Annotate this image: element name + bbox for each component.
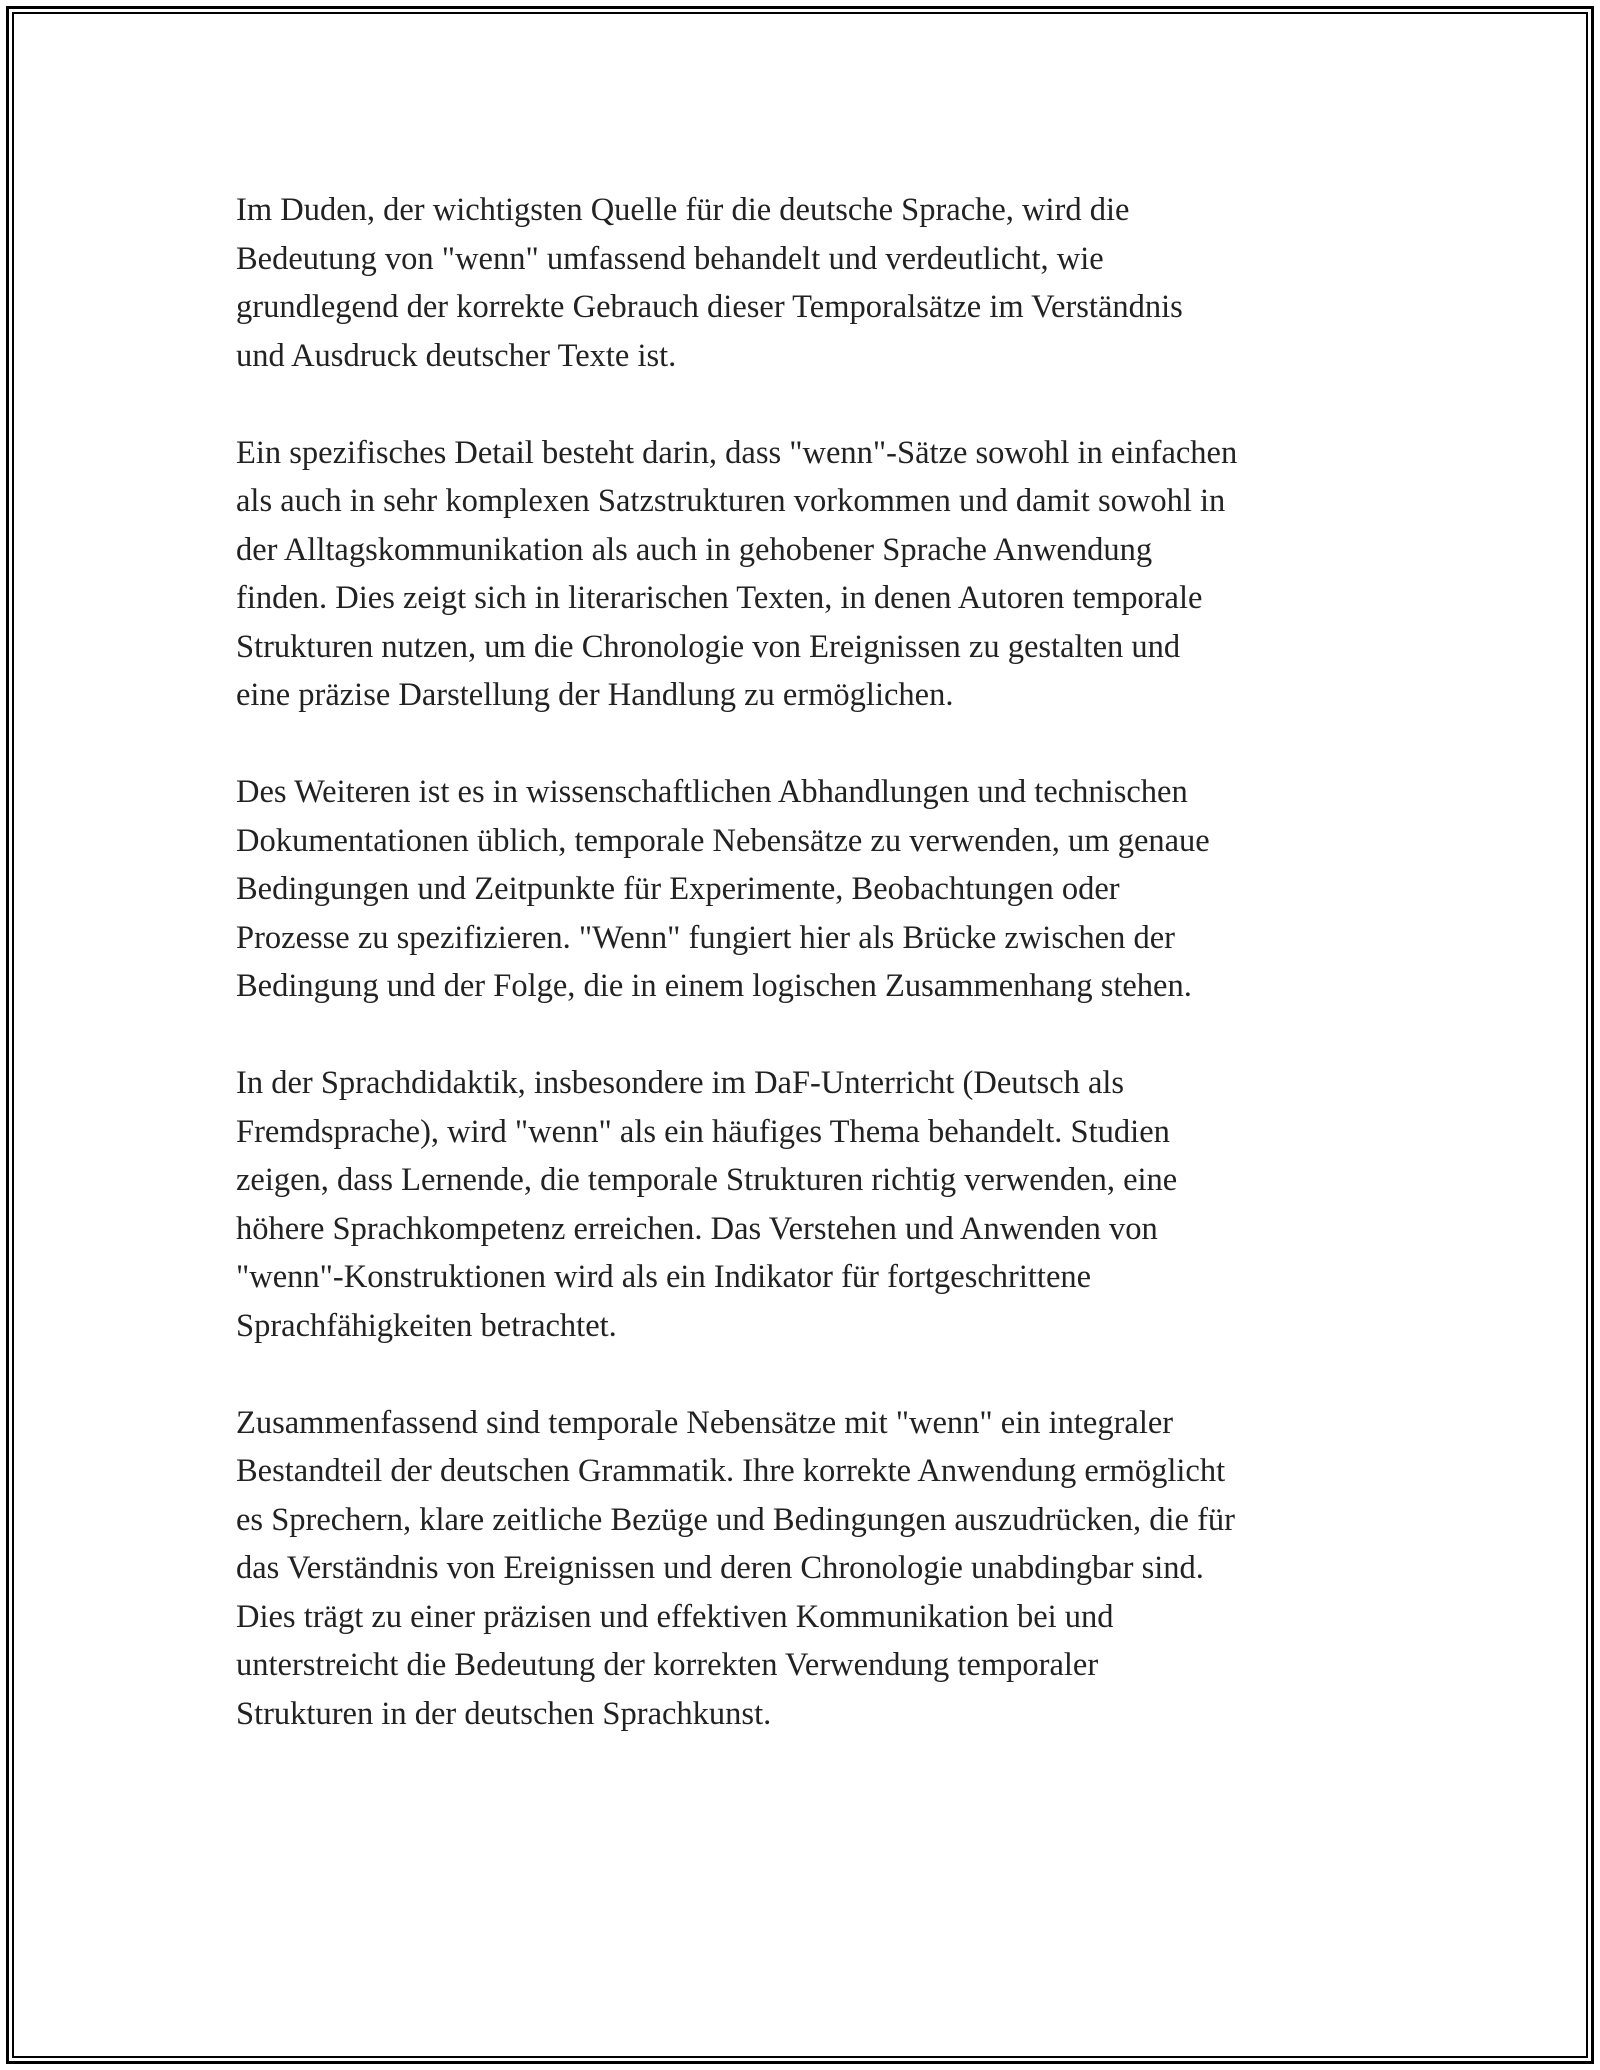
paragraph-2: Ein spezifisches Detail besteht darin, dass "wenn"-Sätze sowohl in einfachen als auch in sehr komplexen Satzstrukturen vorkommen und damit sowohl in der Alltagskommunikation als auch in gehobener Sprache Anwendung finden. Dies zeigt sich in literarischen Texten, in denen Autoren temporale Strukturen nutzen, um die Chronologie von Ereignissen zu gestalten und eine präzise Darstellung der Handlung zu ermöglichen. xyxy=(236,434,1238,713)
document-body xyxy=(236,186,1376,1787)
paragraph-1: Im Duden, der wichtigsten Quelle für die deutsche Sprache, wird die Bedeutung von "wenn" umfassend behandelt und verdeutlicht, wie grundlegend der korrekte Gebrauch dieser Temporalsätze im Verständnis und Ausdruck deutscher Texte ist. xyxy=(236,192,1183,374)
paragraph-4: In der Sprachdidaktik, insbesondere im DaF-Unterricht (Deutsch als Fremdsprache), wird "wenn" als ein häufiges Thema behandelt. Studien zeigen, dass Lernende, die temporale Strukturen richtig verwenden, eine höhere Sprachkompetenz erreichen. Das Verstehen und Anwenden von "wenn"-Konstruktionen wird als ein Indikator für fortgeschrittene Sprachfähigkeiten betrachtet. xyxy=(236,1065,1178,1344)
paragraph-5: Zusammenfassend sind temporale Nebensätze mit "wenn" ein integraler Bestandteil der deutschen Grammatik. Ihre korrekte Anwendung ermöglicht es Sprechern, klare zeitliche Bezüge und Bedingungen auszudrücken, die für das Verständnis von Ereignissen und deren Chronologie unabdingbar sind. Dies trägt zu einer präzisen und effektiven Kommunikation bei und unterstreicht die Bedeutung der korrekten Verwendung temporaler Strukturen in der deutschen Sprachkunst. xyxy=(236,1404,1235,1732)
paragraph-3: Des Weiteren ist es in wissenschaftlichen Abhandlungen und technischen Dokumentationen üblich, temporale Nebensätze zu verwenden, um genaue Bedingungen und Zeitpunkte für Experimente, Beobachtungen oder Prozesse zu spezifizieren. "Wenn" fungiert hier als Brücke zwischen der Bedingung und der Folge, die in einem logischen Zusammenhang stehen. xyxy=(236,774,1210,1004)
